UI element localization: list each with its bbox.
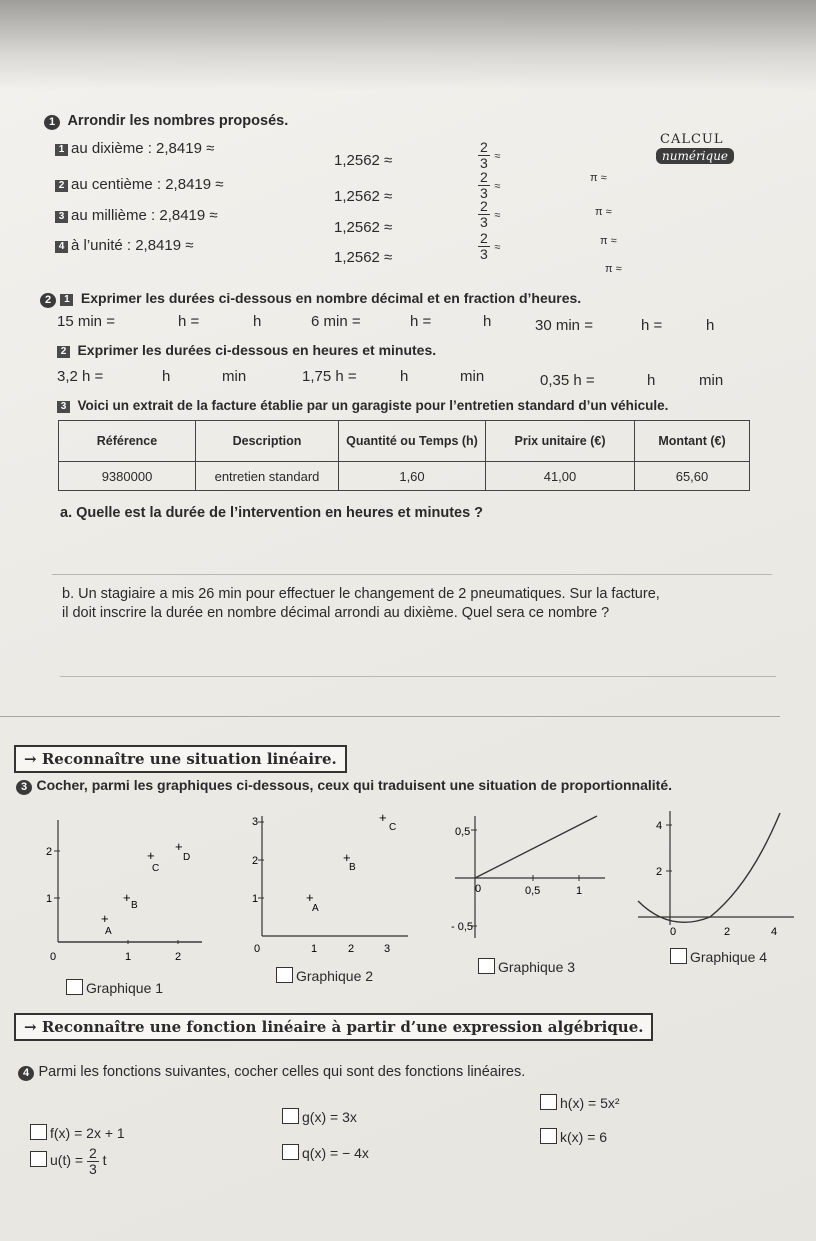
row-tag: 3 — [55, 211, 68, 223]
y-tick: 0 — [50, 951, 57, 963]
ex1-row-label — [55, 207, 218, 224]
y-tick: 1 — [46, 893, 53, 905]
header-reference: Référence — [59, 421, 196, 462]
linear-line — [475, 816, 597, 878]
x-tick: 4 — [771, 926, 778, 938]
fraction-numerator: 2 — [480, 198, 488, 214]
duration-item: h — [400, 368, 409, 385]
part-2-tag: 2 — [57, 346, 70, 358]
ex1-pi: π ≈ — [600, 235, 617, 247]
y-tick: 3 — [252, 816, 259, 828]
y-tick: 2 — [656, 866, 663, 878]
point-label: C — [152, 863, 160, 874]
graph-1-choice[interactable] — [66, 979, 163, 996]
graph-4-choice[interactable] — [670, 948, 767, 965]
section-linear-situation — [14, 745, 347, 773]
question-a: a. Quelle est la durée de l’intervention en heures et minutes ? — [60, 505, 484, 521]
row-text: au centième : 2,8419 ≈ — [71, 176, 224, 193]
point-label: C — [389, 822, 397, 833]
point-c: + — [379, 810, 387, 825]
cell-reference: 9380000 — [59, 462, 196, 491]
option-k[interactable] — [540, 1128, 607, 1145]
graph-1-label: Graphique 1 — [86, 980, 164, 996]
checkbox[interactable] — [540, 1128, 557, 1144]
ex1-row-label — [55, 237, 193, 254]
point-b: + — [343, 850, 351, 865]
point-label: D — [183, 852, 191, 863]
fraction — [478, 199, 490, 230]
x-tick: 0,5 — [525, 885, 541, 897]
function-f: f(x) = 2x + 1 — [50, 1125, 125, 1141]
fraction-numerator: 2 — [480, 139, 488, 155]
approx-sign: ≈ — [494, 209, 501, 222]
duration-item: 0,35 h = — [540, 372, 595, 389]
part-1-tag: 1 — [60, 294, 73, 306]
checkbox[interactable] — [30, 1151, 47, 1167]
ex1-row-label — [55, 176, 224, 193]
approx-sign: ≈ — [494, 241, 501, 254]
point-c: + — [147, 848, 155, 863]
point-b: + — [123, 890, 131, 905]
option-q[interactable] — [282, 1144, 369, 1161]
exercise-3-text: Cocher, parmi les graphiques ci-dessous, ceux qui traduisent une situation de proportionnalité. — [36, 777, 673, 793]
option-f[interactable] — [30, 1124, 125, 1141]
section-linear-function-title: Reconnaître une fonction linéaire à partir d’une expression algébrique. — [41, 1018, 644, 1036]
x-tick: 0 — [670, 926, 677, 938]
graph-3 — [445, 808, 610, 948]
exercise-1-number: 1 — [44, 115, 60, 130]
duration-item: h = — [410, 313, 432, 330]
row-text: au dixième : 2,8419 ≈ — [71, 140, 215, 157]
row-tag: 2 — [55, 180, 68, 192]
duration-item: 6 min = — [311, 313, 361, 330]
part-3-title: Voici un extrait de la facture établie par un garagiste pour l’entretien standard d’un véhicule. — [77, 398, 669, 413]
point-label: B — [131, 900, 138, 911]
graph-3-choice[interactable] — [478, 958, 575, 975]
header-amount: Montant (€) — [635, 421, 750, 462]
duration-item: min — [699, 372, 724, 389]
graph-3-label: Graphique 3 — [498, 959, 576, 975]
fraction — [87, 1146, 99, 1177]
ex1-fraction — [478, 231, 500, 262]
duration-item: min — [460, 368, 485, 385]
fraction — [478, 231, 490, 262]
function-h: h(x) = 5x² — [560, 1095, 620, 1111]
exercise-3-number: 3 — [16, 780, 32, 795]
x-tick: 1 — [311, 943, 318, 955]
graph-2 — [240, 810, 415, 960]
exercise-1-title: Arrondir les nombres proposés. — [67, 113, 289, 129]
ex1-fraction — [478, 140, 500, 171]
ex1-fraction — [478, 170, 500, 201]
fraction-numerator: 2 — [480, 230, 488, 246]
point-label: A — [105, 926, 112, 937]
checkbox[interactable] — [66, 979, 83, 995]
exercise-4-text: Parmi les fonctions suivantes, cocher celles qui sont des fonctions linéaires. — [38, 1064, 526, 1080]
exercise-2-number: 2 — [40, 293, 56, 308]
duration-item: h — [647, 372, 656, 389]
calcul-label: CALCUL — [660, 132, 724, 147]
ex1-decimal: 1,2562 ≈ — [334, 249, 393, 266]
page-top-shadow — [0, 0, 816, 90]
checkbox[interactable] — [478, 958, 495, 974]
option-u[interactable] — [30, 1146, 107, 1177]
arrow-icon: → — [24, 1018, 37, 1036]
ex1-decimal: 1,2562 ≈ — [334, 188, 393, 205]
function-q: q(x) = − 4x — [302, 1145, 369, 1161]
ex1-decimal: 1,2562 ≈ — [334, 219, 393, 236]
fraction-numerator: 2 — [480, 169, 488, 185]
numerique-badge: numérique — [656, 148, 734, 164]
checkbox[interactable] — [282, 1144, 299, 1160]
point-a: + — [101, 911, 109, 926]
ex1-decimal: 1,2562 ≈ — [334, 152, 393, 169]
y-tick: 2 — [252, 855, 259, 867]
exercise-2-part2-heading — [57, 342, 436, 360]
arrow-icon: → — [24, 750, 37, 768]
invoice-header-row — [59, 421, 750, 462]
question-b-line2: il doit inscrire la durée en nombre décimal arrondi au dixième. Quel sera ce nombre ? — [62, 605, 610, 621]
invoice-table — [58, 420, 750, 491]
point-d: + — [175, 839, 183, 854]
checkbox[interactable] — [540, 1094, 557, 1110]
cell-unit-price: 41,00 — [486, 462, 635, 491]
header-unit-price: Prix unitaire (€) — [486, 421, 635, 462]
graph-1 — [30, 810, 210, 970]
duration-item: h = — [178, 313, 200, 330]
x-tick: 2 — [348, 943, 355, 955]
row-tag: 4 — [55, 241, 68, 253]
answer-line-a[interactable] — [52, 574, 772, 575]
exercise-2-part1-heading — [40, 290, 581, 308]
fraction-numerator: 2 — [88, 1145, 97, 1161]
duration-item: h — [253, 313, 262, 330]
duration-item: h — [483, 313, 492, 330]
ex1-row-label — [55, 140, 214, 157]
duration-item: h — [706, 317, 715, 334]
function-u-variable: t — [102, 1152, 107, 1169]
section-linear-function — [14, 1013, 653, 1041]
x-tick: 2 — [175, 951, 182, 963]
exercise-1-heading — [44, 112, 288, 130]
y-tick: 0,5 — [455, 826, 471, 838]
duration-item: 1,75 h = — [302, 368, 357, 385]
ex1-pi: π ≈ — [590, 172, 607, 184]
point-label: A — [312, 903, 319, 914]
option-h[interactable] — [540, 1094, 620, 1111]
table-row — [59, 462, 750, 491]
graph-2-label: Graphique 2 — [296, 968, 374, 984]
answer-line-b[interactable] — [60, 676, 776, 677]
duration-item: min — [222, 368, 247, 385]
y-tick: 2 — [46, 846, 53, 858]
cell-quantity: 1,60 — [339, 462, 486, 491]
approx-sign: ≈ — [494, 150, 501, 163]
fraction — [478, 170, 490, 201]
graph-2-choice[interactable] — [276, 967, 373, 984]
fraction-denominator: 3 — [480, 214, 488, 230]
checkbox[interactable] — [670, 948, 687, 964]
duration-item: h — [162, 368, 171, 385]
part-3-tag: 3 — [57, 401, 70, 413]
ex1-pi: π ≈ — [595, 206, 612, 218]
fraction-denominator: 3 — [480, 185, 488, 201]
fraction-denominator: 3 — [480, 246, 488, 262]
ex1-fraction — [478, 199, 500, 230]
x-tick: 1 — [576, 885, 583, 897]
section-divider — [0, 716, 780, 717]
option-g[interactable] — [282, 1108, 357, 1125]
y-tick: - 0,5 — [451, 921, 474, 933]
checkbox[interactable] — [282, 1108, 299, 1124]
x-tick: 0 — [475, 883, 482, 895]
question-b-line1: b. Un stagiaire a mis 26 min pour effectuer le changement de 2 pneumatiques. Sur la facture, — [62, 586, 660, 602]
row-tag: 1 — [55, 144, 68, 156]
duration-item: 15 min = — [57, 313, 115, 330]
exercise-2-part3-heading — [57, 397, 668, 415]
y-tick: 4 — [656, 820, 663, 832]
duration-item: h = — [641, 317, 663, 334]
function-g: g(x) = 3x — [302, 1109, 357, 1125]
y-tick: 0 — [254, 943, 261, 955]
fraction — [478, 140, 490, 171]
checkbox[interactable] — [30, 1124, 47, 1140]
function-u: u(t) = — [50, 1152, 84, 1169]
point-a: + — [306, 890, 314, 905]
graph-4 — [630, 805, 800, 945]
exercise-3-heading — [16, 777, 672, 795]
cell-description: entretien standard — [196, 462, 339, 491]
checkbox[interactable] — [276, 967, 293, 983]
function-k: k(x) = 6 — [560, 1129, 608, 1145]
graph-4-label: Graphique 4 — [690, 949, 768, 965]
ex1-pi: π ≈ — [605, 263, 622, 275]
exercise-4-number: 4 — [18, 1066, 34, 1081]
section-linear-situation-title: Reconnaître une situation linéaire. — [41, 750, 337, 768]
point-label: B — [349, 862, 356, 873]
exercise-4-heading — [18, 1063, 525, 1081]
approx-sign: ≈ — [494, 180, 501, 193]
x-tick: 1 — [125, 951, 132, 963]
y-tick: 1 — [252, 893, 259, 905]
x-tick: 2 — [724, 926, 731, 938]
header-description: Description — [196, 421, 339, 462]
x-tick: 3 — [384, 943, 391, 955]
duration-item: 30 min = — [535, 317, 593, 334]
row-text: au millième : 2,8419 ≈ — [71, 207, 218, 224]
part-1-title: Exprimer les durées ci-dessous en nombre décimal et en fraction d’heures. — [80, 290, 582, 306]
row-text: à l’unité : 2,8419 ≈ — [71, 237, 194, 254]
duration-item: 3,2 h = — [57, 368, 104, 385]
part-2-title: Exprimer les durées ci-dessous en heures et minutes. — [77, 342, 437, 358]
fraction-denominator: 3 — [88, 1161, 97, 1177]
cell-amount: 65,60 — [635, 462, 750, 491]
header-quantity: Quantité ou Temps (h) — [339, 421, 486, 462]
fraction-denominator: 3 — [480, 155, 488, 171]
